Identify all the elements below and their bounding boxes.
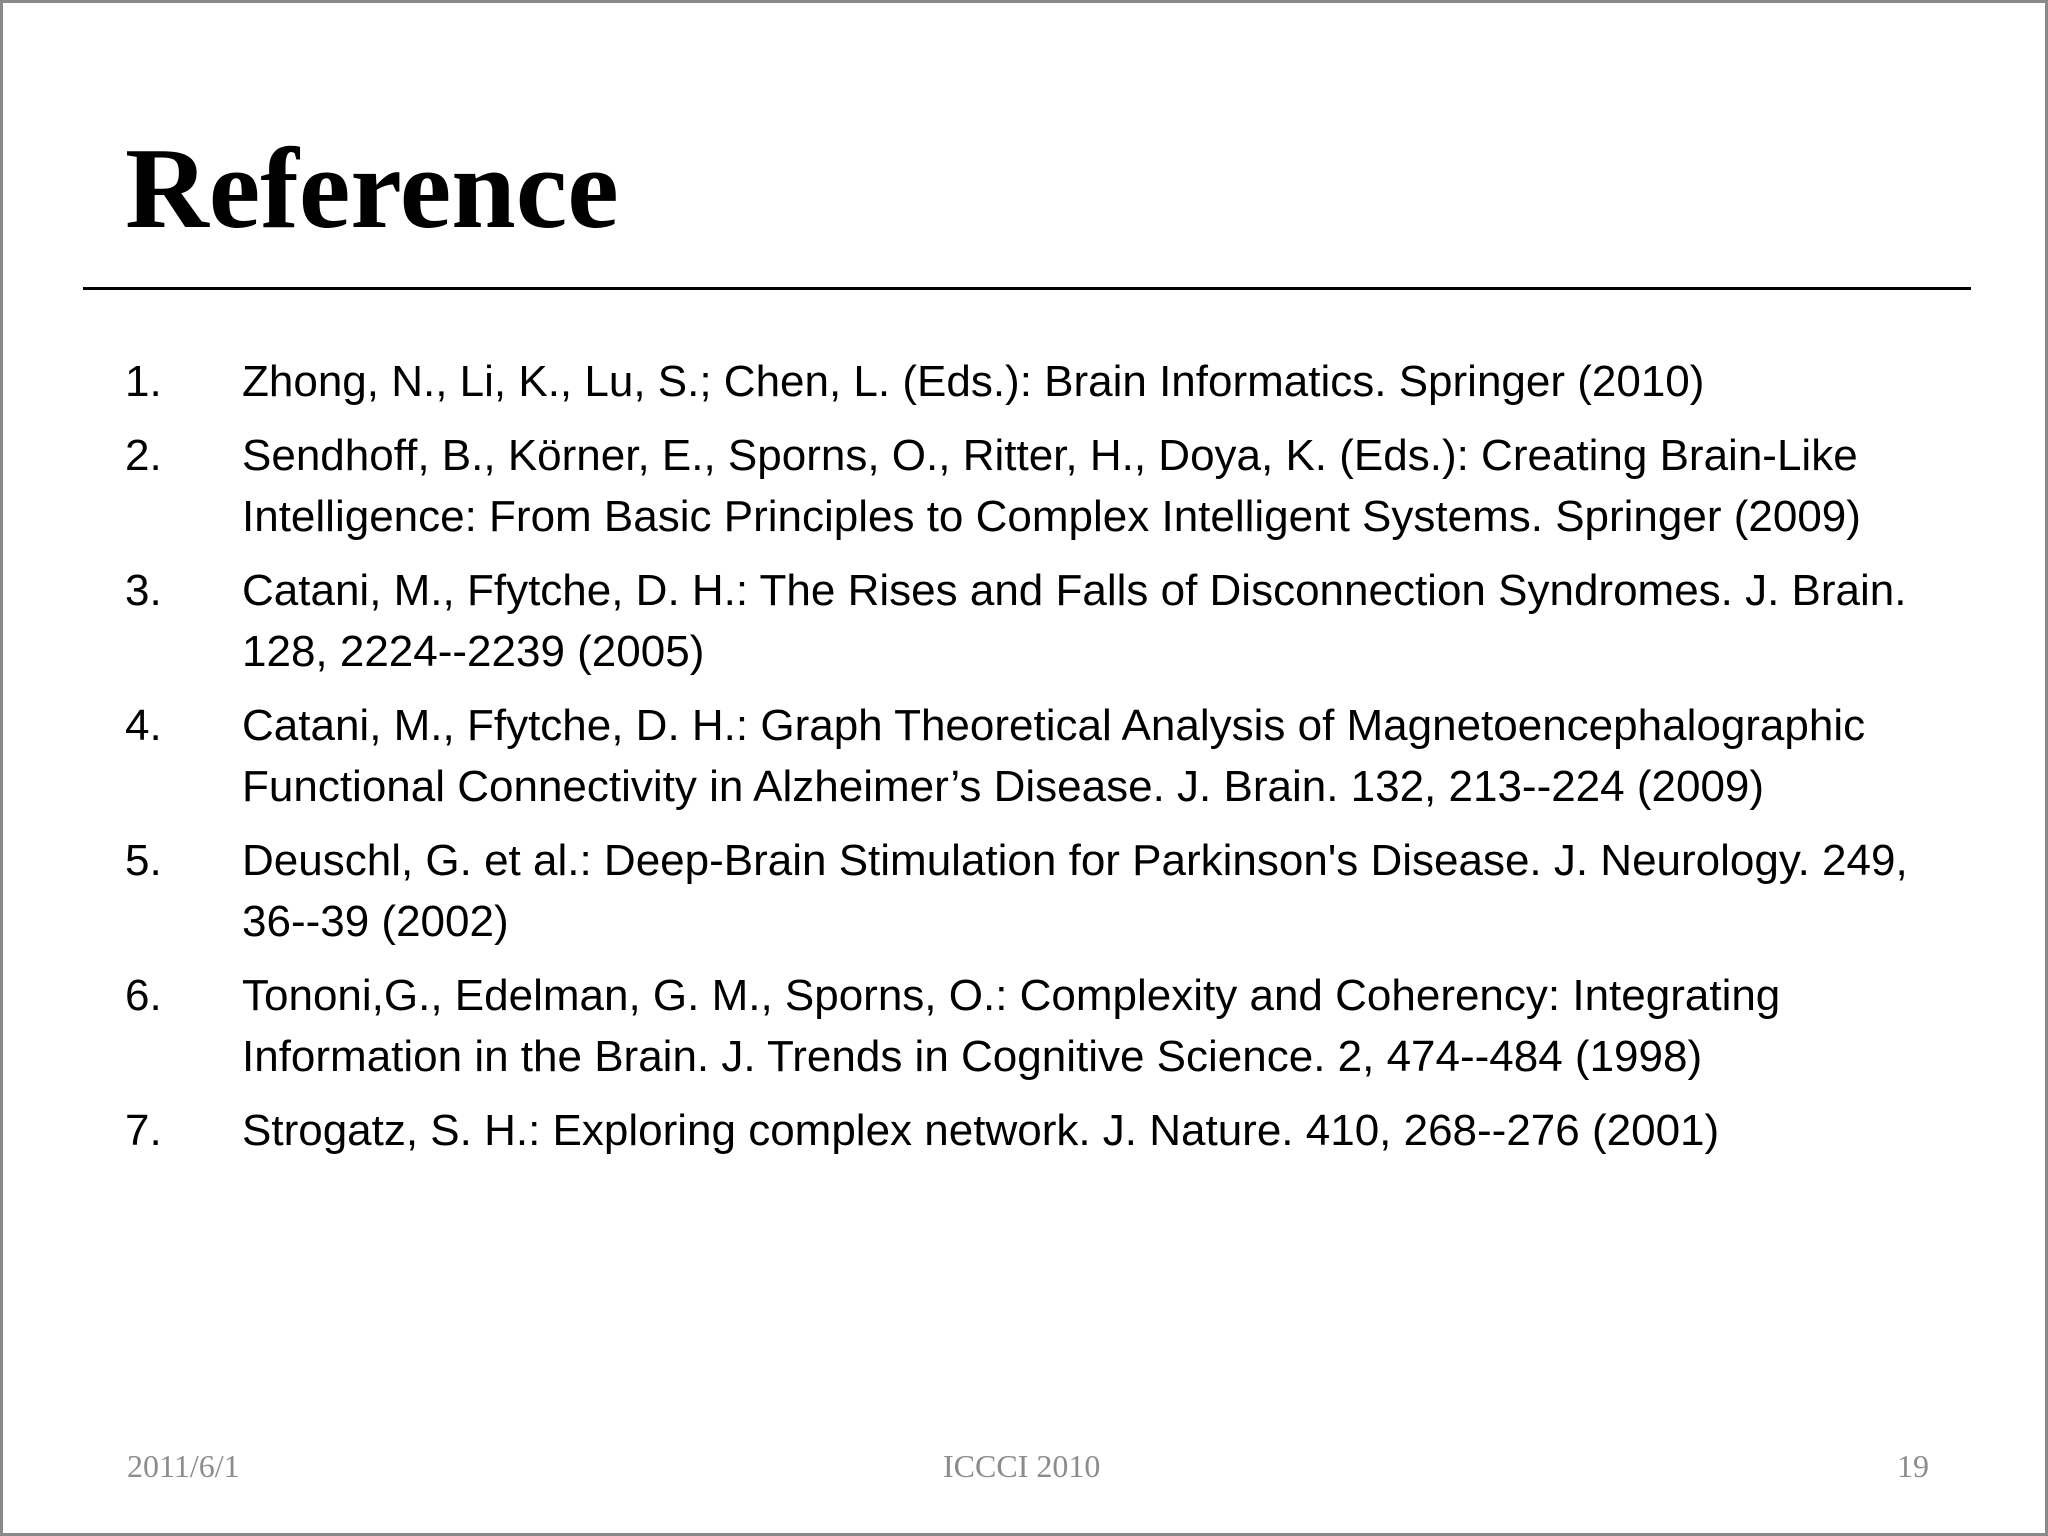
reference-text: Deuschl, G. et al.: Deep-Brain Stimulation for Parkinson's Disease. J. Neurology. 249, 36--39 (2002) bbox=[242, 836, 1908, 946]
reference-text: Sendhoff, B., Körner, E., Sporns, O., Ritter, H., Doya, K. (Eds.): Creating Brain-Like Intelligence: From Basic Principles to Complex Intelligent Systems. Springer (2009) bbox=[242, 431, 1861, 541]
title-divider bbox=[83, 287, 1971, 290]
reference-item bbox=[125, 560, 1925, 682]
reference-number: 2. bbox=[125, 431, 162, 480]
reference-text: Catani, M., Ffytche, D. H.: Graph Theoretical Analysis of Magnetoencephalographic Functional Connectivity in Alzheimer’s Disease. J. Brain. 132, 213--224 (2009) bbox=[242, 701, 1866, 811]
reference-item bbox=[125, 351, 1925, 412]
reference-item bbox=[125, 695, 1925, 817]
footer-conference: ICCCI 2010 bbox=[943, 1448, 1101, 1484]
reference-list bbox=[125, 351, 1925, 1174]
reference-number: 7. bbox=[125, 1106, 162, 1155]
reference-item bbox=[125, 830, 1925, 952]
reference-item bbox=[125, 965, 1925, 1087]
slide-title: Reference bbox=[125, 125, 619, 253]
reference-item bbox=[125, 1100, 1925, 1161]
reference-text: Strogatz, S. H.: Exploring complex network. J. Nature. 410, 268--276 (2001) bbox=[242, 1106, 1720, 1155]
reference-number: 4. bbox=[125, 701, 162, 750]
reference-number: 1. bbox=[125, 357, 162, 406]
reference-number: 3. bbox=[125, 566, 162, 615]
reference-number: 6. bbox=[125, 971, 162, 1020]
reference-number: 5. bbox=[125, 836, 162, 885]
reference-item bbox=[125, 425, 1925, 547]
reference-text: Zhong, N., Li, K., Lu, S.; Chen, L. (Eds.): Brain Informatics. Springer (2010) bbox=[242, 357, 1705, 406]
footer-date: 2011/6/1 bbox=[127, 1448, 240, 1484]
reference-text: Tononi,G., Edelman, G. M., Sporns, O.: Complexity and Coherency: Integrating Information in the Brain. J. Trends in Cognitive Science. 2, 474--484 (1998) bbox=[242, 971, 1781, 1081]
reference-text: Catani, M., Ffytche, D. H.: The Rises and Falls of Disconnection Syndromes. J. Brain. 128, 2224--2239 (2005) bbox=[242, 566, 1907, 676]
footer-page-number: 19 bbox=[1897, 1448, 1929, 1484]
